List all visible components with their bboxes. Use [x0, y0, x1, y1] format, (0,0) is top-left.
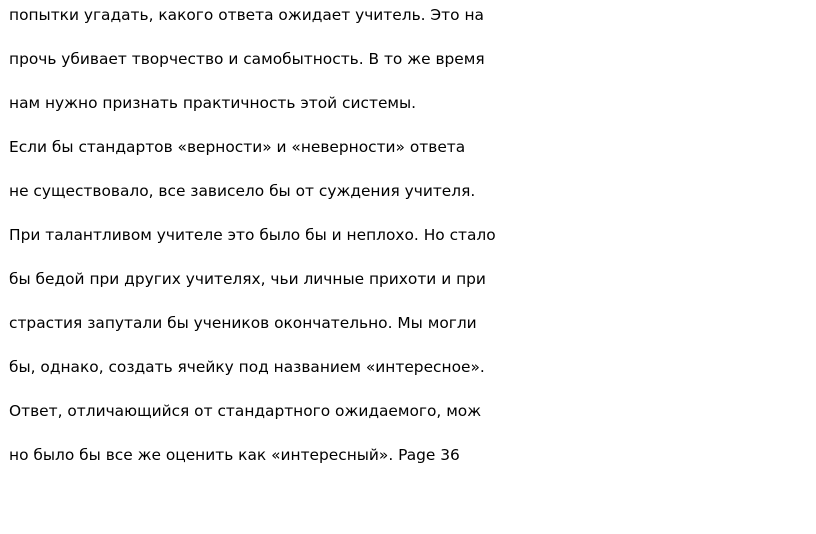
- text-line: бы бедой при других учителях, чьи личные прихоти и при: [9, 270, 486, 288]
- text-line: но было бы все же оценить как «интересный». Page 36: [9, 446, 460, 464]
- text-line: не существовало, все зависело бы от суждения учителя.: [9, 182, 476, 200]
- text-line: страстия запутали бы учеников окончательно. Мы могли: [9, 314, 477, 332]
- text-line: При талантливом учителе это было бы и неплохо. Но стало: [9, 226, 496, 244]
- text-block: [9, 0, 809, 484]
- text-line: попытки угадать, какого ответа ожидает учитель. Это на: [9, 6, 484, 24]
- text-line: Если бы стандартов «верности» и «неверности» ответа: [9, 138, 466, 156]
- text-line: нам нужно признать практичность этой системы.: [9, 94, 417, 112]
- text-line: Ответ, отличающийся от стандартного ожидаемого, мож: [9, 402, 482, 420]
- text-line: прочь убивает творчество и самобытность. В то же время: [9, 50, 485, 68]
- text-line: бы, однако, создать ячейку под названием «интересное».: [9, 358, 485, 376]
